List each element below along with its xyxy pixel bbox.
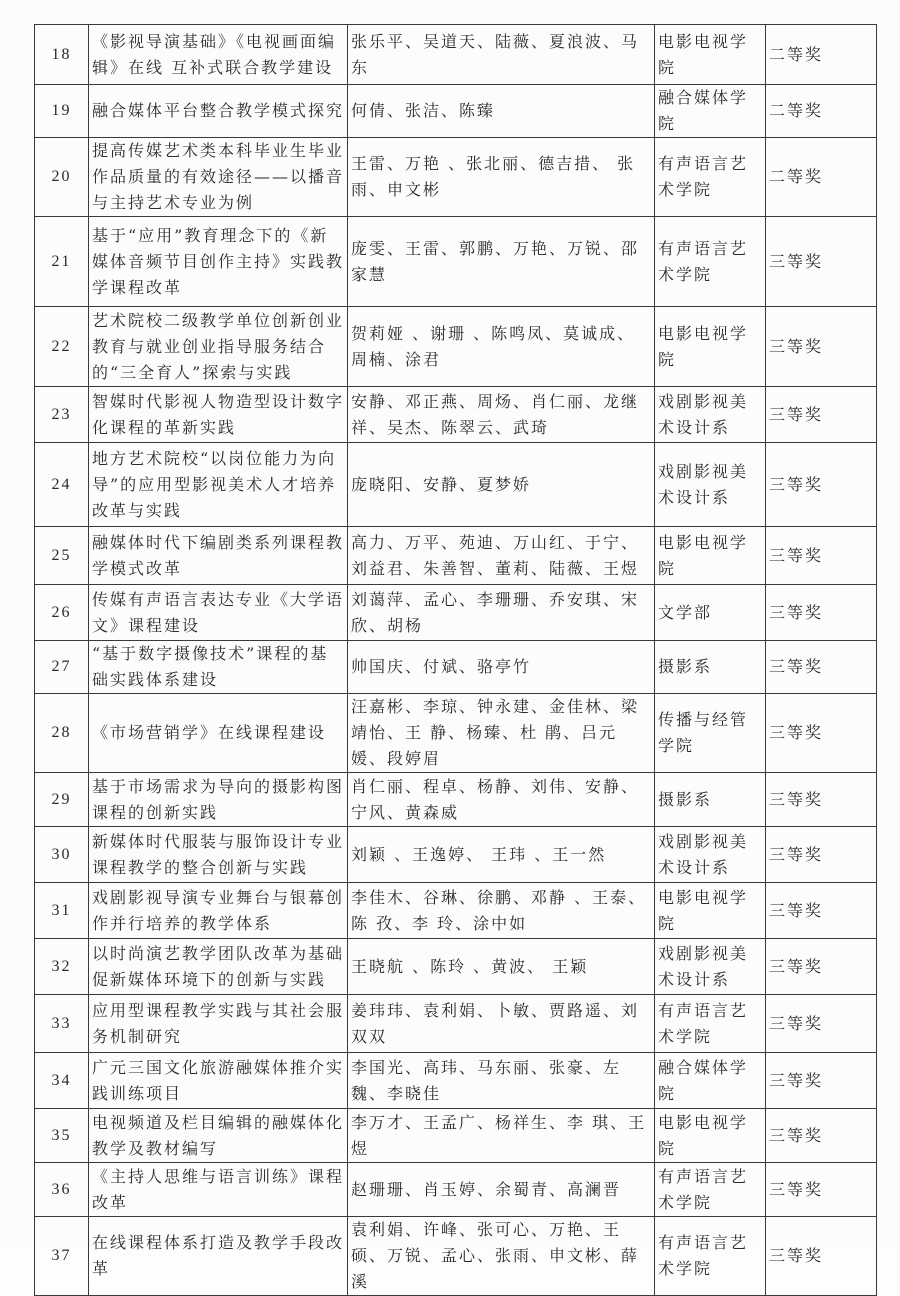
award-level: 三等奖	[766, 773, 877, 827]
project-title: 地方艺术院校“以岗位能力为向导”的应用型影视美术人才培养改革与实践	[89, 443, 348, 527]
project-title: 基于“应用”教育理念下的《新媒体音频节目创作主持》实践教学课程改革	[89, 217, 348, 307]
row-number: 23	[35, 387, 89, 443]
department: 戏剧影视美术设计系	[655, 387, 766, 443]
department: 文学部	[655, 585, 766, 641]
award-level: 三等奖	[766, 1109, 877, 1163]
department: 有声语言艺术学院	[655, 1163, 766, 1217]
row-number: 30	[35, 827, 89, 883]
team-members: 刘蔼萍、孟心、李珊珊、乔安琪、宋欣、胡杨	[348, 585, 655, 641]
row-number: 28	[35, 694, 89, 773]
award-level: 三等奖	[766, 307, 877, 387]
department: 融合媒体学院	[655, 1053, 766, 1109]
row-number: 36	[35, 1163, 89, 1217]
awards-table-body	[35, 25, 877, 1296]
department: 有声语言艺术学院	[655, 995, 766, 1053]
team-members: 庞雯、王雷、郭鹏、万艳、万锐、邵家慧	[348, 217, 655, 307]
table-row	[35, 1053, 877, 1109]
award-level: 三等奖	[766, 641, 877, 694]
row-number: 24	[35, 443, 89, 527]
team-members: 王雷、万艳 、张北丽、德吉措、 张雨、申文彬	[348, 138, 655, 217]
table-row	[35, 883, 877, 939]
award-level: 三等奖	[766, 939, 877, 995]
table-row	[35, 527, 877, 585]
award-level: 三等奖	[766, 387, 877, 443]
project-title: 新媒体时代服装与服饰设计专业课程教学的整合创新与实践	[89, 827, 348, 883]
department: 电影电视学院	[655, 1109, 766, 1163]
row-number: 37	[35, 1217, 89, 1296]
table-row	[35, 995, 877, 1053]
table-row	[35, 25, 877, 85]
project-title: 《市场营销学》在线课程建设	[89, 694, 348, 773]
project-title: 提高传媒艺术类本科毕业生毕业作品质量的有效途径——以播音与主持艺术专业为例	[89, 138, 348, 217]
team-members: 帅国庆、付斌、骆亭竹	[348, 641, 655, 694]
award-level: 三等奖	[766, 585, 877, 641]
table-row	[35, 138, 877, 217]
table-row	[35, 307, 877, 387]
department: 戏剧影视美术设计系	[655, 827, 766, 883]
project-title: 融媒体时代下编剧类系列课程教学模式改革	[89, 527, 348, 585]
row-number: 29	[35, 773, 89, 827]
row-number: 18	[35, 25, 89, 85]
row-number: 27	[35, 641, 89, 694]
table-row	[35, 443, 877, 527]
table-row	[35, 1217, 877, 1296]
team-members: 李佳木、谷琳、徐鹏、邓静 、王泰、陈 孜、李 玲、涂中如	[348, 883, 655, 939]
project-title: 艺术院校二级教学单位创新创业教育与就业创业指导服务结合的“三全育人”探索与实践	[89, 307, 348, 387]
award-level: 三等奖	[766, 1163, 877, 1217]
award-level: 三等奖	[766, 694, 877, 773]
project-title: 融合媒体平台整合教学模式探究	[89, 85, 348, 138]
table-row	[35, 694, 877, 773]
team-members: 袁利娟、许峰、张可心、万艳、王硕、万锐、孟心、张雨、申文彬、薛溪	[348, 1217, 655, 1296]
project-title: 应用型课程教学实践与其社会服务机制研究	[89, 995, 348, 1053]
row-number: 31	[35, 883, 89, 939]
department: 有声语言艺术学院	[655, 217, 766, 307]
table-row	[35, 217, 877, 307]
team-members: 肖仁丽、程卓、杨静、刘伟、安静、宁风、黄森威	[348, 773, 655, 827]
table-row	[35, 939, 877, 995]
project-title: 传媒有声语言表达专业《大学语文》课程建设	[89, 585, 348, 641]
department: 电影电视学院	[655, 527, 766, 585]
row-number: 21	[35, 217, 89, 307]
row-number: 33	[35, 995, 89, 1053]
award-level: 二等奖	[766, 25, 877, 85]
awards-table	[34, 24, 877, 1296]
department: 摄影系	[655, 773, 766, 827]
team-members: 贺莉娅 、谢珊 、陈鸣凤、莫诚成、周楠、涂君	[348, 307, 655, 387]
project-title: 电视频道及栏目编辑的融媒体化教学及教材编写	[89, 1109, 348, 1163]
team-members: 庞晓阳、安静、夏梦娇	[348, 443, 655, 527]
project-title: 智媒时代影视人物造型设计数字化课程的革新实践	[89, 387, 348, 443]
award-level: 三等奖	[766, 827, 877, 883]
award-level: 三等奖	[766, 883, 877, 939]
department: 传播与经管学院	[655, 694, 766, 773]
department: 有声语言艺术学院	[655, 1217, 766, 1296]
table-row	[35, 1109, 877, 1163]
department: 摄影系	[655, 641, 766, 694]
department: 有声语言艺术学院	[655, 138, 766, 217]
table-row	[35, 773, 877, 827]
team-members: 何倩、张洁、陈臻	[348, 85, 655, 138]
team-members: 安静、邓正燕、周炀、肖仁丽、龙继祥、吴杰、陈翠云、武琦	[348, 387, 655, 443]
row-number: 22	[35, 307, 89, 387]
project-title: “基于数字摄像技术”课程的基础实践体系建设	[89, 641, 348, 694]
team-members: 刘颖 、王逸婷、 王玮 、王一然	[348, 827, 655, 883]
project-title: 《主持人思维与语言训练》课程改革	[89, 1163, 348, 1217]
table-row	[35, 387, 877, 443]
department: 融合媒体学院	[655, 85, 766, 138]
department: 戏剧影视美术设计系	[655, 443, 766, 527]
row-number: 32	[35, 939, 89, 995]
team-members: 赵珊珊、肖玉婷、余蜀青、高澜晋	[348, 1163, 655, 1217]
table-row	[35, 641, 877, 694]
award-level: 二等奖	[766, 138, 877, 217]
row-number: 26	[35, 585, 89, 641]
table-row	[35, 85, 877, 138]
project-title: 在线课程体系打造及教学手段改革	[89, 1217, 348, 1296]
award-level: 三等奖	[766, 1217, 877, 1296]
team-members: 王晓航 、陈玲 、黄波、 王颖	[348, 939, 655, 995]
row-number: 20	[35, 138, 89, 217]
award-level: 三等奖	[766, 217, 877, 307]
award-level: 三等奖	[766, 527, 877, 585]
department: 戏剧影视美术设计系	[655, 939, 766, 995]
award-level: 三等奖	[766, 1053, 877, 1109]
project-title: 广元三国文化旅游融媒体推介实践训练项目	[89, 1053, 348, 1109]
team-members: 张乐平、吴道天、陆薇、夏浪波、马东	[348, 25, 655, 85]
project-title: 基于市场需求为导向的摄影构图课程的创新实践	[89, 773, 348, 827]
project-title: 戏剧影视导演专业舞台与银幕创作并行培养的教学体系	[89, 883, 348, 939]
team-members: 李万才、王孟广、杨祥生、李 琪、王 煜	[348, 1109, 655, 1163]
row-number: 25	[35, 527, 89, 585]
table-row	[35, 1163, 877, 1217]
project-title: 《影视导演基础》《电视画面编辑》在线 互补式联合教学建设	[89, 25, 348, 85]
award-level: 三等奖	[766, 443, 877, 527]
department: 电影电视学院	[655, 25, 766, 85]
award-level: 三等奖	[766, 995, 877, 1053]
project-title: 以时尚演艺教学团队改革为基础促新媒体环境下的创新与实践	[89, 939, 348, 995]
row-number: 34	[35, 1053, 89, 1109]
row-number: 35	[35, 1109, 89, 1163]
row-number: 19	[35, 85, 89, 138]
team-members: 高力、万平、苑迪、万山红、于宁、刘益君、朱善智、董莉、陆薇、王煜	[348, 527, 655, 585]
table-row	[35, 585, 877, 641]
department: 电影电视学院	[655, 307, 766, 387]
team-members: 李国光、高玮、马东丽、张豪、左魏、李晓佳	[348, 1053, 655, 1109]
team-members: 姜玮玮、袁利娟、卜敏、贾路遥、刘双双	[348, 995, 655, 1053]
department: 电影电视学院	[655, 883, 766, 939]
award-level: 二等奖	[766, 85, 877, 138]
table-row	[35, 827, 877, 883]
team-members: 汪嘉彬、李琼、钟永建、金佳林、梁靖怡、王 静、杨臻、杜 鹃、吕元媛、段婷眉	[348, 694, 655, 773]
